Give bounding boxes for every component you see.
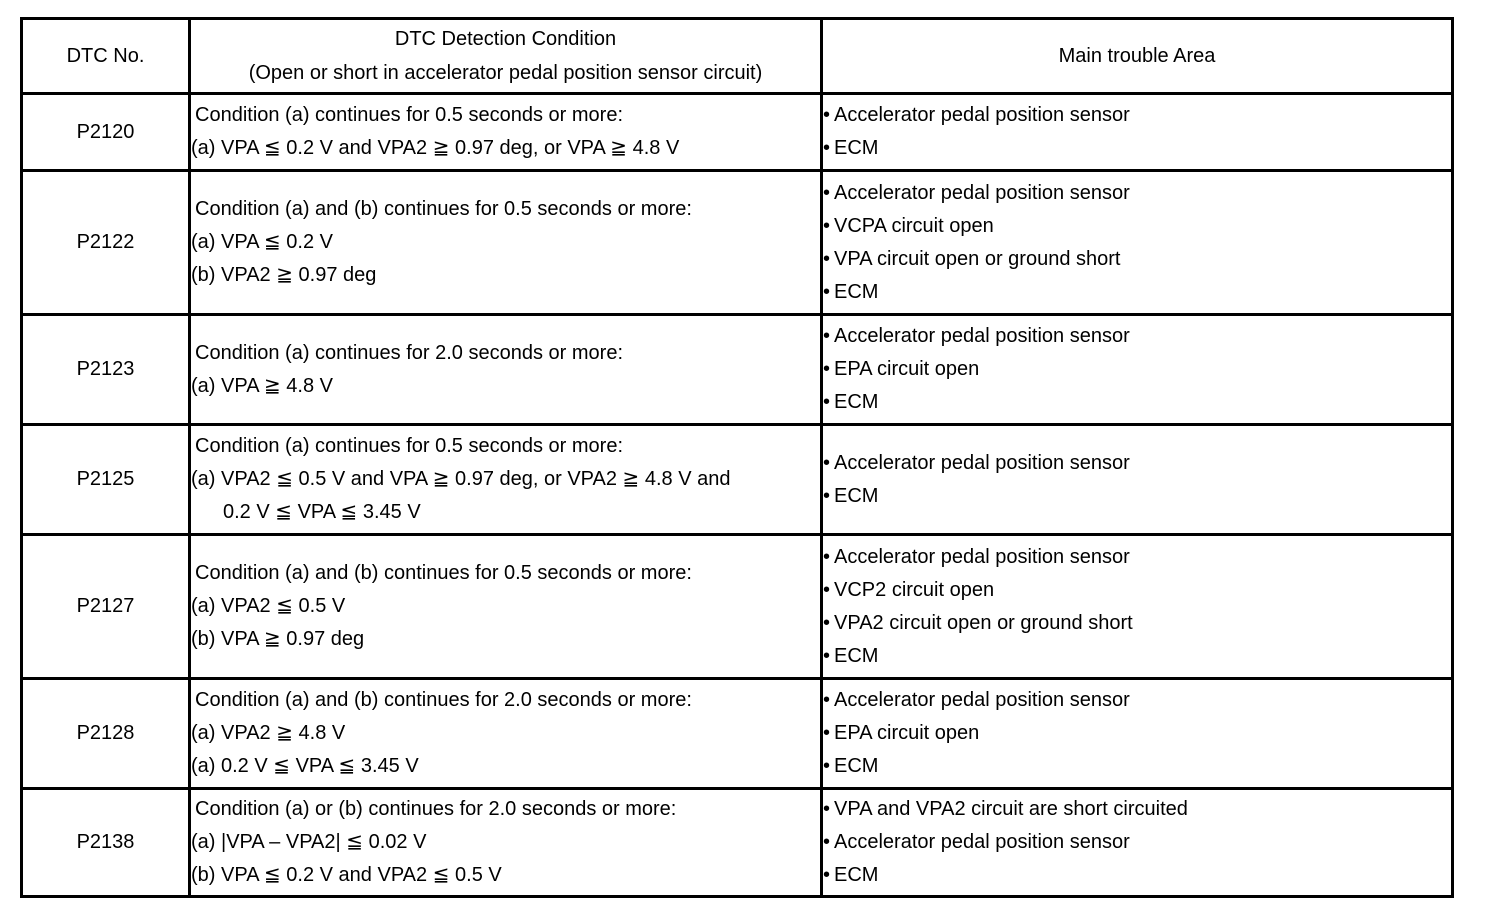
table-row bbox=[22, 535, 1453, 679]
condition-line: Condition (a) and (b) continues for 0.5 seconds or more: bbox=[195, 198, 692, 220]
trouble-area-item: • Accelerator pedal position sensor bbox=[823, 447, 1451, 480]
dtc-code: P2127 bbox=[22, 535, 190, 679]
table-row bbox=[22, 94, 1453, 171]
trouble-area-item: • Accelerator pedal position sensor bbox=[823, 541, 1451, 574]
table-header-row bbox=[22, 19, 1453, 94]
condition-line: (a) VPA ≦ 0.2 V and VPA2 ≧ 0.97 deg, or VPA ≧ 4.8 V bbox=[191, 137, 680, 159]
condition-line: Condition (a) continues for 0.5 seconds or more: bbox=[195, 104, 623, 126]
trouble-area bbox=[822, 171, 1453, 315]
condition-line: Condition (a) continues for 0.5 seconds or more: bbox=[195, 435, 623, 457]
trouble-area-item: • EPA circuit open bbox=[823, 353, 1451, 386]
trouble-area-item: • Accelerator pedal position sensor bbox=[823, 320, 1451, 353]
table-row bbox=[22, 679, 1453, 789]
condition-line: Condition (a) and (b) continues for 2.0 seconds or more: bbox=[195, 689, 692, 711]
trouble-area bbox=[822, 535, 1453, 679]
condition-line: (b) VPA ≧ 0.97 deg bbox=[191, 628, 365, 650]
trouble-area-item: • ECM bbox=[823, 132, 1451, 165]
dtc-code: P2122 bbox=[22, 171, 190, 315]
table-row bbox=[22, 171, 1453, 315]
trouble-area-item: • ECM bbox=[823, 386, 1451, 419]
trouble-area-item: • VPA and VPA2 circuit are short circuited bbox=[823, 793, 1451, 826]
condition-line: (b) VPA2 ≧ 0.97 deg bbox=[191, 264, 377, 286]
trouble-area bbox=[822, 679, 1453, 789]
detection-condition bbox=[190, 425, 822, 535]
dtc-code: P2128 bbox=[22, 679, 190, 789]
detection-condition bbox=[190, 315, 822, 425]
table-row bbox=[22, 425, 1453, 535]
trouble-area bbox=[822, 315, 1453, 425]
trouble-area-item: • EPA circuit open bbox=[823, 717, 1451, 750]
trouble-area-item: • ECM bbox=[823, 640, 1451, 673]
condition-line: (a) |VPA – VPA2| ≦ 0.02 V bbox=[191, 831, 427, 853]
table-row bbox=[22, 789, 1453, 897]
condition-line: Condition (a) or (b) continues for 2.0 seconds or more: bbox=[195, 798, 677, 820]
trouble-area bbox=[822, 94, 1453, 171]
trouble-area-item: • VCPA circuit open bbox=[823, 210, 1451, 243]
condition-line: (a) 0.2 V ≦ VPA ≦ 3.45 V bbox=[191, 755, 419, 777]
condition-line: Condition (a) and (b) continues for 0.5 seconds or more: bbox=[195, 562, 692, 584]
table-row bbox=[22, 315, 1453, 425]
detection-condition bbox=[190, 535, 822, 679]
trouble-area-item: • ECM bbox=[823, 750, 1451, 783]
dtc-code: P2125 bbox=[22, 425, 190, 535]
trouble-area-item: • ECM bbox=[823, 276, 1451, 309]
condition-line: (a) VPA2 ≦ 0.5 V bbox=[191, 595, 346, 617]
dtc-table bbox=[20, 17, 1454, 898]
header-trouble-area: Main trouble Area bbox=[822, 19, 1453, 94]
trouble-area-item: • Accelerator pedal position sensor bbox=[823, 826, 1451, 859]
trouble-area-item: • VCP2 circuit open bbox=[823, 574, 1451, 607]
trouble-area-item: • Accelerator pedal position sensor bbox=[823, 99, 1451, 132]
trouble-area bbox=[822, 789, 1453, 897]
trouble-area bbox=[822, 425, 1453, 535]
detection-condition bbox=[190, 94, 822, 171]
condition-line: 0.2 V ≦ VPA ≦ 3.45 V bbox=[223, 501, 421, 523]
detection-condition bbox=[190, 171, 822, 315]
condition-line: (a) VPA2 ≧ 4.8 V bbox=[191, 722, 346, 744]
condition-line: (a) VPA ≦ 0.2 V bbox=[191, 231, 334, 253]
detection-condition bbox=[190, 679, 822, 789]
header-condition-title: DTC Detection Condition bbox=[394, 28, 617, 50]
condition-line: Condition (a) continues for 2.0 seconds or more: bbox=[195, 341, 623, 364]
detection-condition bbox=[190, 789, 822, 897]
trouble-area-item: • VPA2 circuit open or ground short bbox=[823, 607, 1451, 640]
trouble-area-item: • ECM bbox=[823, 480, 1451, 513]
dtc-code: P2138 bbox=[22, 789, 190, 897]
dtc-code: P2123 bbox=[22, 315, 190, 425]
trouble-area-item: • ECM bbox=[823, 859, 1451, 892]
dtc-code: P2120 bbox=[22, 94, 190, 171]
condition-line: (b) VPA ≦ 0.2 V and VPA2 ≦ 0.5 V bbox=[191, 864, 502, 886]
condition-line: (a) VPA ≧ 4.8 V bbox=[191, 374, 334, 397]
header-detection-condition bbox=[190, 19, 822, 94]
trouble-area-item: • Accelerator pedal position sensor bbox=[823, 177, 1451, 210]
condition-line: (a) VPA2 ≦ 0.5 V and VPA ≧ 0.97 deg, or VPA2 ≧ 4.8 V and bbox=[191, 468, 731, 490]
header-dtc-no: DTC No. bbox=[22, 19, 190, 94]
header-condition-subtitle: (Open or short in accelerator pedal position sensor circuit) bbox=[248, 62, 763, 84]
trouble-area-item: • Accelerator pedal position sensor bbox=[823, 684, 1451, 717]
trouble-area-item: • VPA circuit open or ground short bbox=[823, 243, 1451, 276]
